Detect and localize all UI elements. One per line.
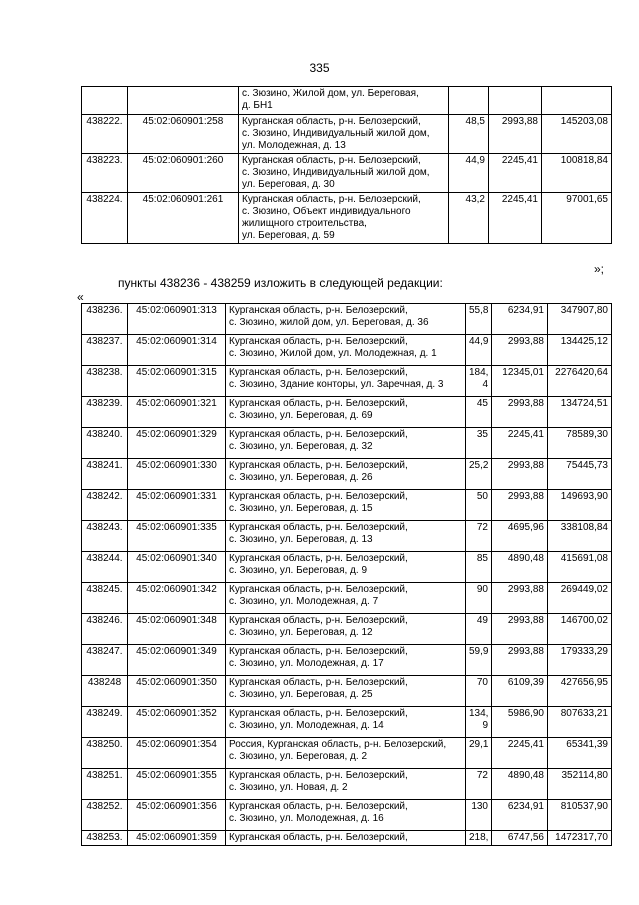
cell-cadastral: 45:02:060901:359: [128, 831, 226, 846]
cell-total: 807633,21: [548, 707, 612, 738]
cell-total: 134724,51: [548, 397, 612, 428]
cell-number: 438247.: [82, 645, 128, 676]
cell-cadastral: 45:02:060901:321: [128, 397, 226, 428]
cell-cadastral: 45:02:060901:349: [128, 645, 226, 676]
cell-price: 2245,41: [492, 738, 548, 769]
cell-address: Курганская область, р-н. Белозерский, с. Зюзино, ул. Береговая, д. 25: [226, 676, 466, 707]
cell-number: 438249.: [82, 707, 128, 738]
cell-price: 12345,01: [492, 366, 548, 397]
table-top: [81, 86, 612, 244]
cell-address: Курганская область, р-н. Белозерский, с. Зюзино, Индивидуальный жилой дом, ул. Береговая, д. 30: [239, 154, 449, 193]
cell-area: 72: [466, 521, 492, 552]
cell-area: 43,2: [449, 193, 489, 244]
cell-cadastral: 45:02:060901:340: [128, 552, 226, 583]
cell-price: 2993,88: [492, 459, 548, 490]
cell-total: 78589,30: [548, 428, 612, 459]
intro-text: пункты 438236 - 438259 изложить в следующей редакции:: [118, 276, 443, 290]
cell-address: Курганская область, р-н. Белозерский,: [226, 831, 466, 846]
cell-address: Россия, Курганская область, р-н. Белозерский, с. Зюзино, ул. Береговая, д. 2: [226, 738, 466, 769]
cell-price: 6234,91: [492, 304, 548, 335]
cell-address: Курганская область, р-н. Белозерский, с. Зюзино, ул. Береговая, д. 69: [226, 397, 466, 428]
cell-number: 438245.: [82, 583, 128, 614]
cell-price: 2993,88: [492, 614, 548, 645]
cell-number: [82, 87, 128, 115]
cell-area: 184, 4: [466, 366, 492, 397]
cell-address: Курганская область, р-н. Белозерский, с. Зюзино, ул. Молодежная, д. 14: [226, 707, 466, 738]
cell-total: 65341,39: [548, 738, 612, 769]
page-number: 335: [309, 61, 330, 75]
table-row: [82, 738, 612, 769]
cell-area: 55,8: [466, 304, 492, 335]
table-row: [82, 459, 612, 490]
table-row: [82, 614, 612, 645]
cell-price: 2245,41: [489, 154, 542, 193]
cell-cadastral: 45:02:060901:258: [128, 115, 239, 154]
cell-cadastral: 45:02:060901:260: [128, 154, 239, 193]
table-row: [82, 304, 612, 335]
cell-price: 2245,41: [489, 193, 542, 244]
cell-price: 2993,88: [492, 397, 548, 428]
cell-address: Курганская область, р-н. Белозерский, с. Зюзино, Объект индивидуального жилищного строительства, ул. Береговая, д. 59: [239, 193, 449, 244]
cell-number: 438248: [82, 676, 128, 707]
cell-total: [542, 87, 612, 115]
cell-cadastral: 45:02:060901:315: [128, 366, 226, 397]
cell-price: 2245,41: [492, 428, 548, 459]
cell-number: 438236.: [82, 304, 128, 335]
open-quote: «: [77, 290, 84, 304]
table-row: [82, 552, 612, 583]
cell-price: 2993,88: [492, 645, 548, 676]
cell-number: 438222.: [82, 115, 128, 154]
table-row: [82, 366, 612, 397]
cell-address: Курганская область, р-н. Белозерский, с. Зюзино, Здание конторы, ул. Заречная, д. 3: [226, 366, 466, 397]
cell-address: Курганская область, р-н. Белозерский, с. Зюзино, ул. Молодежная, д. 16: [226, 800, 466, 831]
table-row: [82, 645, 612, 676]
cell-price: 4695,96: [492, 521, 548, 552]
cell-total: 338108,84: [548, 521, 612, 552]
cell-area: 90: [466, 583, 492, 614]
cell-cadastral: 45:02:060901:261: [128, 193, 239, 244]
cell-number: 438237.: [82, 335, 128, 366]
cell-area: 44,9: [466, 335, 492, 366]
cell-total: 149693,90: [548, 490, 612, 521]
cell-cadastral: 45:02:060901:314: [128, 335, 226, 366]
cell-cadastral: 45:02:060901:354: [128, 738, 226, 769]
cell-area: 70: [466, 676, 492, 707]
cell-number: 438223.: [82, 154, 128, 193]
cell-area: 44,9: [449, 154, 489, 193]
cell-address: Курганская область, р-н. Белозерский, с. Зюзино, ул. Береговая, д. 12: [226, 614, 466, 645]
cell-address: Курганская область, р-н. Белозерский, с. Зюзино, ул. Новая, д. 2: [226, 769, 466, 800]
cell-area: 134, 9: [466, 707, 492, 738]
cell-price: 2993,88: [489, 115, 542, 154]
cell-address: с. Зюзино, Жилой дом, ул. Береговая, д. БН1: [239, 87, 449, 115]
cell-total: 179333,29: [548, 645, 612, 676]
cell-cadastral: 45:02:060901:352: [128, 707, 226, 738]
cell-price: 4890,48: [492, 552, 548, 583]
cell-cadastral: 45:02:060901:329: [128, 428, 226, 459]
cell-total: 347907,80: [548, 304, 612, 335]
cell-address: Курганская область, р-н. Белозерский, с. Зюзино, ул. Береговая, д. 32: [226, 428, 466, 459]
cell-total: 146700,02: [548, 614, 612, 645]
cell-area: 48,5: [449, 115, 489, 154]
cell-price: 5986,90: [492, 707, 548, 738]
cell-price: 2993,88: [492, 335, 548, 366]
cell-price: 6234,91: [492, 800, 548, 831]
cell-number: 438242.: [82, 490, 128, 521]
table-row: [82, 769, 612, 800]
cell-cadastral: 45:02:060901:331: [128, 490, 226, 521]
cell-total: 269449,02: [548, 583, 612, 614]
cell-cadastral: 45:02:060901:356: [128, 800, 226, 831]
table-row: [82, 521, 612, 552]
cell-area: 50: [466, 490, 492, 521]
cell-cadastral: 45:02:060901:313: [128, 304, 226, 335]
cell-number: 438246.: [82, 614, 128, 645]
table-row: [82, 583, 612, 614]
table-row: [82, 800, 612, 831]
cell-address: Курганская область, р-н. Белозерский, с. Зюзино, Индивидуальный жилой дом, ул. Молодежная, д. 13: [239, 115, 449, 154]
table-row: [82, 428, 612, 459]
cell-address: Курганская область, р-н. Белозерский, с. Зюзино, ул. Береговая, д. 13: [226, 521, 466, 552]
cell-address: Курганская область, р-н. Белозерский, с. Зюзино, ул. Береговая, д. 15: [226, 490, 466, 521]
cell-total: 415691,08: [548, 552, 612, 583]
cell-total: 2276420,64: [548, 366, 612, 397]
cell-address: Курганская область, р-н. Белозерский, с. Зюзино, Жилой дом, ул. Молодежная, д. 1: [226, 335, 466, 366]
cell-area: 29,1: [466, 738, 492, 769]
cell-address: Курганская область, р-н. Белозерский, с. Зюзино, жилой дом, ул. Береговая, д. 36: [226, 304, 466, 335]
cell-number: 438253.: [82, 831, 128, 846]
table-row: [82, 87, 612, 115]
table-row: [82, 193, 612, 244]
cell-area: 49: [466, 614, 492, 645]
cell-price: 2993,88: [492, 583, 548, 614]
cell-number: 438251.: [82, 769, 128, 800]
cell-total: 810537,90: [548, 800, 612, 831]
cell-area: 45: [466, 397, 492, 428]
cell-number: 438252.: [82, 800, 128, 831]
closing-quote: »;: [594, 262, 605, 276]
cell-address: Курганская область, р-н. Белозерский, с. Зюзино, ул. Береговая, д. 26: [226, 459, 466, 490]
cell-total: 352114,80: [548, 769, 612, 800]
cell-area: 85: [466, 552, 492, 583]
cell-area: 59,9: [466, 645, 492, 676]
cell-total: 145203,08: [542, 115, 612, 154]
table-row: [82, 676, 612, 707]
cell-area: 130: [466, 800, 492, 831]
table-main: [81, 303, 612, 846]
cell-total: 427656,95: [548, 676, 612, 707]
cell-area: 35: [466, 428, 492, 459]
cell-area: 218,: [466, 831, 492, 846]
cell-cadastral: 45:02:060901:330: [128, 459, 226, 490]
cell-number: 438224.: [82, 193, 128, 244]
cell-address: Курганская область, р-н. Белозерский, с. Зюзино, ул. Молодежная, д. 7: [226, 583, 466, 614]
cell-price: 4890,48: [492, 769, 548, 800]
cell-number: 438240.: [82, 428, 128, 459]
table-row: [82, 115, 612, 154]
cell-price: [489, 87, 542, 115]
table-row: [82, 335, 612, 366]
table-row: [82, 831, 612, 846]
cell-price: 6747,56: [492, 831, 548, 846]
cell-total: 97001,65: [542, 193, 612, 244]
cell-total: 75445,73: [548, 459, 612, 490]
cell-cadastral: 45:02:060901:355: [128, 769, 226, 800]
cell-cadastral: 45:02:060901:342: [128, 583, 226, 614]
cell-price: 2993,88: [492, 490, 548, 521]
cell-number: 438241.: [82, 459, 128, 490]
cell-address: Курганская область, р-н. Белозерский, с. Зюзино, ул. Молодежная, д. 17: [226, 645, 466, 676]
cell-cadastral: 45:02:060901:348: [128, 614, 226, 645]
cell-cadastral: 45:02:060901:335: [128, 521, 226, 552]
cell-number: 438250.: [82, 738, 128, 769]
cell-address: Курганская область, р-н. Белозерский, с. Зюзино, ул. Береговая, д. 9: [226, 552, 466, 583]
cell-total: 1472317,70: [548, 831, 612, 846]
cell-number: 438244.: [82, 552, 128, 583]
cell-total: 100818,84: [542, 154, 612, 193]
table-row: [82, 707, 612, 738]
cell-area: [449, 87, 489, 115]
cell-number: 438239.: [82, 397, 128, 428]
cell-number: 438243.: [82, 521, 128, 552]
table-row: [82, 490, 612, 521]
table-row: [82, 154, 612, 193]
table-row: [82, 397, 612, 428]
cell-total: 134425,12: [548, 335, 612, 366]
cell-cadastral: [128, 87, 239, 115]
cell-price: 6109,39: [492, 676, 548, 707]
cell-cadastral: 45:02:060901:350: [128, 676, 226, 707]
cell-number: 438238.: [82, 366, 128, 397]
cell-area: 25,2: [466, 459, 492, 490]
cell-area: 72: [466, 769, 492, 800]
